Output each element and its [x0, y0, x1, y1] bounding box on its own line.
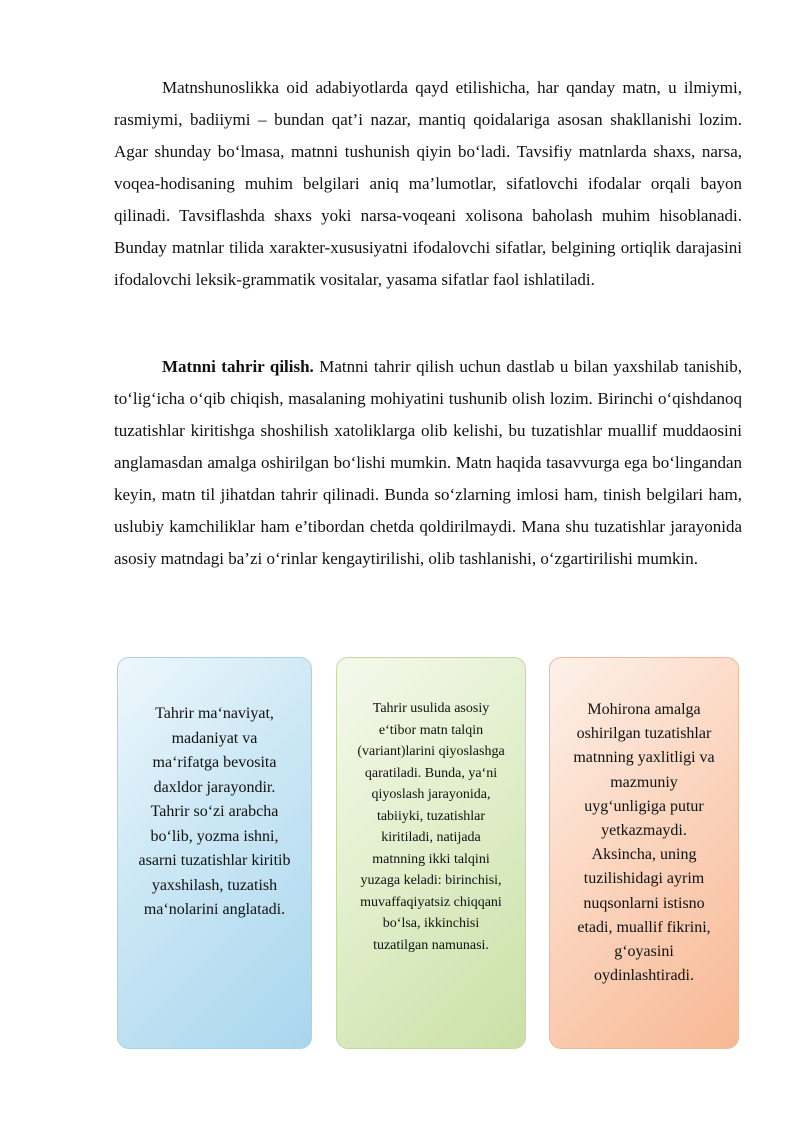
card-line: yuzaga keladi: birinchisi, [360, 873, 502, 888]
card-line: Tahrir ma‘naviyat, [155, 705, 274, 722]
info-card-editing-definition [117, 657, 312, 1049]
card-line: g‘oyasini [614, 943, 674, 961]
card-line: yaxshilash, tuzatish [151, 876, 278, 894]
card-line: Mohirona amalga [587, 701, 701, 718]
card-line: kiritiladi, natijada [381, 830, 481, 845]
card-line: bo‘lsa, ikkinchisi [382, 916, 480, 931]
card-line: ma‘rifatga bevosita [152, 754, 277, 771]
card-line: yetkazmaydi. [601, 822, 687, 840]
info-card-skillful-corrections [549, 657, 739, 1049]
section-heading: Matnni tahrir qilish. [162, 357, 314, 376]
card-line: qiyoslash jarayonida, [371, 787, 491, 802]
card-line: oydinlashtiradi. [594, 967, 694, 985]
card-line: uyg‘unligiga putur [584, 797, 704, 815]
card-text [357, 698, 504, 956]
card-line: Tahrir so‘zi arabcha [150, 803, 279, 820]
card-line: qaratiladi. Bunda, ya‘ni [364, 765, 498, 781]
card-text [139, 702, 291, 923]
paragraph-descriptive-texts [114, 72, 742, 296]
card-line: ma‘nolarini anglatadi. [143, 901, 286, 918]
card-line: matnning ikki talqini [372, 851, 490, 867]
card-line: Aksincha, uning [591, 846, 697, 864]
paragraph-text-editing [114, 351, 742, 575]
card-line: muvaffaqiyatsiz chiqqani [360, 894, 502, 910]
card-line: tuzatilgan namunasi. [373, 937, 489, 953]
card-line: madaniyat va [171, 729, 258, 747]
card-line: Tahrir usulida asosiy [372, 701, 490, 716]
card-line: tuzilishidagi ayrim [583, 870, 705, 888]
card-line: nuqsonlarni istisno [583, 894, 705, 912]
card-text [573, 698, 714, 988]
paragraph-1-text: Matnshunoslikka oid adabiyotlarda qayd etilishicha, har qanday matn, u ilmiymi, rasmiymi, badiiymi – bundan qat’i nazar, mantiq qoidalariga asosan shakllanishi lozim. Agar shunday bo‘lmasa, matnni tushunish qiyin bo‘ladi. Tavsifiy matnlarda shaxs, narsa, voqea-hodisaning muhim belgilari aniq ma’lumotlar, sifatlovchi ifodalar orqali bayon qilinadi. Tavsiflashda shaxs yoki narsa-voqeani xolisona baholash muhim hisoblanadi. Bunday matnlar tilida xarakter-xususiyatni ifodalovchi sifatlar, belgining ortiqlik darajasini ifodalovchi leksik-grammatik vositalar, yasama sifatlar faol ishlatiladi. [114, 78, 742, 289]
card-line: oshirilgan tuzatishlar [576, 725, 712, 743]
card-line: mazmuniy [610, 773, 678, 791]
info-card-editing-method [336, 657, 526, 1049]
card-line: matnning yaxlitligi va [573, 749, 715, 767]
card-line: etadi, muallif fikrini, [577, 918, 711, 936]
card-line: bo‘lib, yozma ishni, [150, 827, 279, 845]
card-line: e‘tibor matn talqin [378, 722, 484, 738]
card-line: (variant)larini qiyoslashga [357, 744, 505, 759]
card-line: daxldor jarayondir. [153, 778, 276, 796]
card-line: tabiiyki, tuzatishlar [376, 808, 486, 824]
card-line: asarni tuzatishlar kiritib [138, 852, 291, 869]
paragraph-2-text: Matnni tahrir qilish uchun dastlab u bilan yaxshilab tanishib, to‘lig‘icha o‘qib chiqish, masalaning mohiyatini tushunib olish lozim. Birinchi o‘qishdanoq tuzatishlar kiritishga shoshilish xatoliklarga olib kelishi, bu tuzatishlar muallif muddaosini anglamasdan amalga oshirilgan bo‘lishi mumkin. Matn haqida tasavvurga ega bo‘lingandan keyin, matn til jihatdan tahrir qilinadi. Bunda so‘zlarning imlosi ham, tinish belgilari ham, uslubiy kamchiliklar ham e’tibordan chetda qoldirilmaydi. Mana shu tuzatishlar jarayonida asosiy matndagi ba’zi o‘rinlar kengaytirilishi, olib tashlanishi, o‘zgartirilishi mumkin. [114, 357, 742, 568]
